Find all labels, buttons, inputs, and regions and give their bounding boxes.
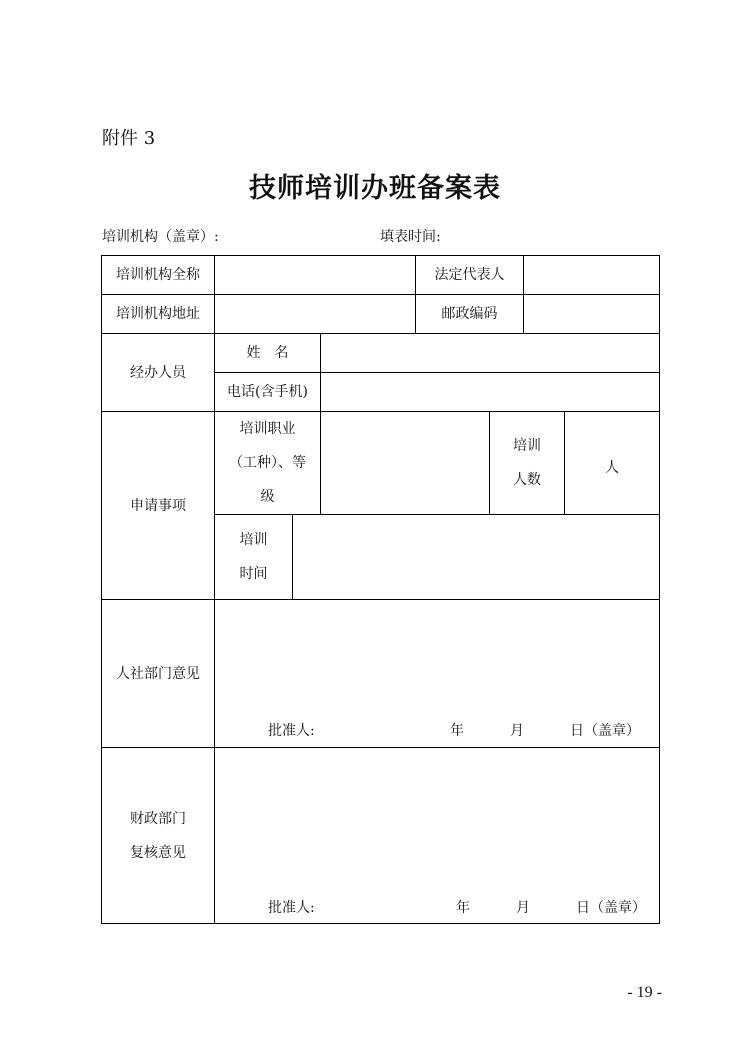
application-label: 申请事项 bbox=[130, 497, 186, 514]
trainee-count-label-line: 培训 bbox=[513, 438, 541, 454]
training-time-label-line: 培训 bbox=[239, 532, 268, 548]
org-full-name-field[interactable] bbox=[215, 256, 415, 294]
occupation-level-label bbox=[215, 412, 320, 514]
finance-approver-label: 批准人: bbox=[268, 900, 315, 916]
finance-year-label: 年 bbox=[456, 900, 470, 916]
form-title: 技师培训办班备案表 bbox=[249, 173, 501, 204]
handler-name-label: 姓 名 bbox=[246, 345, 289, 361]
occupation-label-line: 级 bbox=[260, 489, 275, 505]
finance-opinion-label-line: 复核意见 bbox=[130, 844, 186, 861]
training-time-label-line: 时间 bbox=[239, 566, 268, 582]
occupation-level-field[interactable] bbox=[321, 412, 489, 514]
fill-date-label: 填表时间: bbox=[380, 229, 441, 245]
occupation-label-line: 培训职业 bbox=[239, 421, 296, 437]
finance-opinion-label-line: 财政部门 bbox=[130, 810, 186, 827]
hr-day-seal-label: 日（盖章） bbox=[570, 723, 640, 739]
postal-code-field[interactable] bbox=[524, 295, 659, 333]
hr-approver-label: 批准人: bbox=[268, 723, 315, 739]
legal-rep-field[interactable] bbox=[524, 256, 659, 294]
finance-month-label: 月 bbox=[516, 900, 530, 916]
postal-code-label: 邮政编码 bbox=[441, 306, 498, 322]
hr-month-label: 月 bbox=[510, 723, 524, 739]
attachment-label: 附件 3 bbox=[102, 128, 156, 149]
org-seal-label: 培训机构（盖章）: bbox=[102, 229, 219, 245]
finance-day-seal-label: 日（盖章） bbox=[576, 900, 646, 916]
legal-rep-label: 法定代表人 bbox=[434, 267, 505, 283]
handler-label: 经办人员 bbox=[130, 364, 186, 381]
page-number: - 19 - bbox=[627, 984, 662, 1001]
occupation-label-line: （工种）、等 bbox=[229, 455, 306, 471]
person-unit[interactable]: 人 bbox=[605, 460, 619, 476]
handler-phone-field[interactable] bbox=[321, 373, 659, 411]
org-address-label: 培训机构地址 bbox=[116, 306, 200, 322]
handler-phone-label: 电话(含手机) bbox=[227, 384, 308, 400]
trainee-count-label-line: 人数 bbox=[513, 472, 541, 488]
hr-opinion-field[interactable] bbox=[215, 600, 659, 710]
hr-year-label: 年 bbox=[450, 723, 464, 739]
trainee-count-label bbox=[490, 412, 564, 514]
finance-opinion-label bbox=[102, 748, 214, 923]
training-time-label bbox=[215, 515, 292, 599]
org-full-name-label: 培训机构全称 bbox=[116, 267, 200, 283]
handler-name-field[interactable] bbox=[321, 334, 659, 372]
org-address-field[interactable] bbox=[215, 295, 415, 333]
finance-opinion-field[interactable] bbox=[215, 748, 659, 888]
training-time-field[interactable] bbox=[293, 515, 659, 599]
hr-opinion-label: 人社部门意见 bbox=[116, 665, 200, 682]
table-border-bottom bbox=[101, 923, 660, 924]
table-border-right bbox=[659, 255, 660, 924]
